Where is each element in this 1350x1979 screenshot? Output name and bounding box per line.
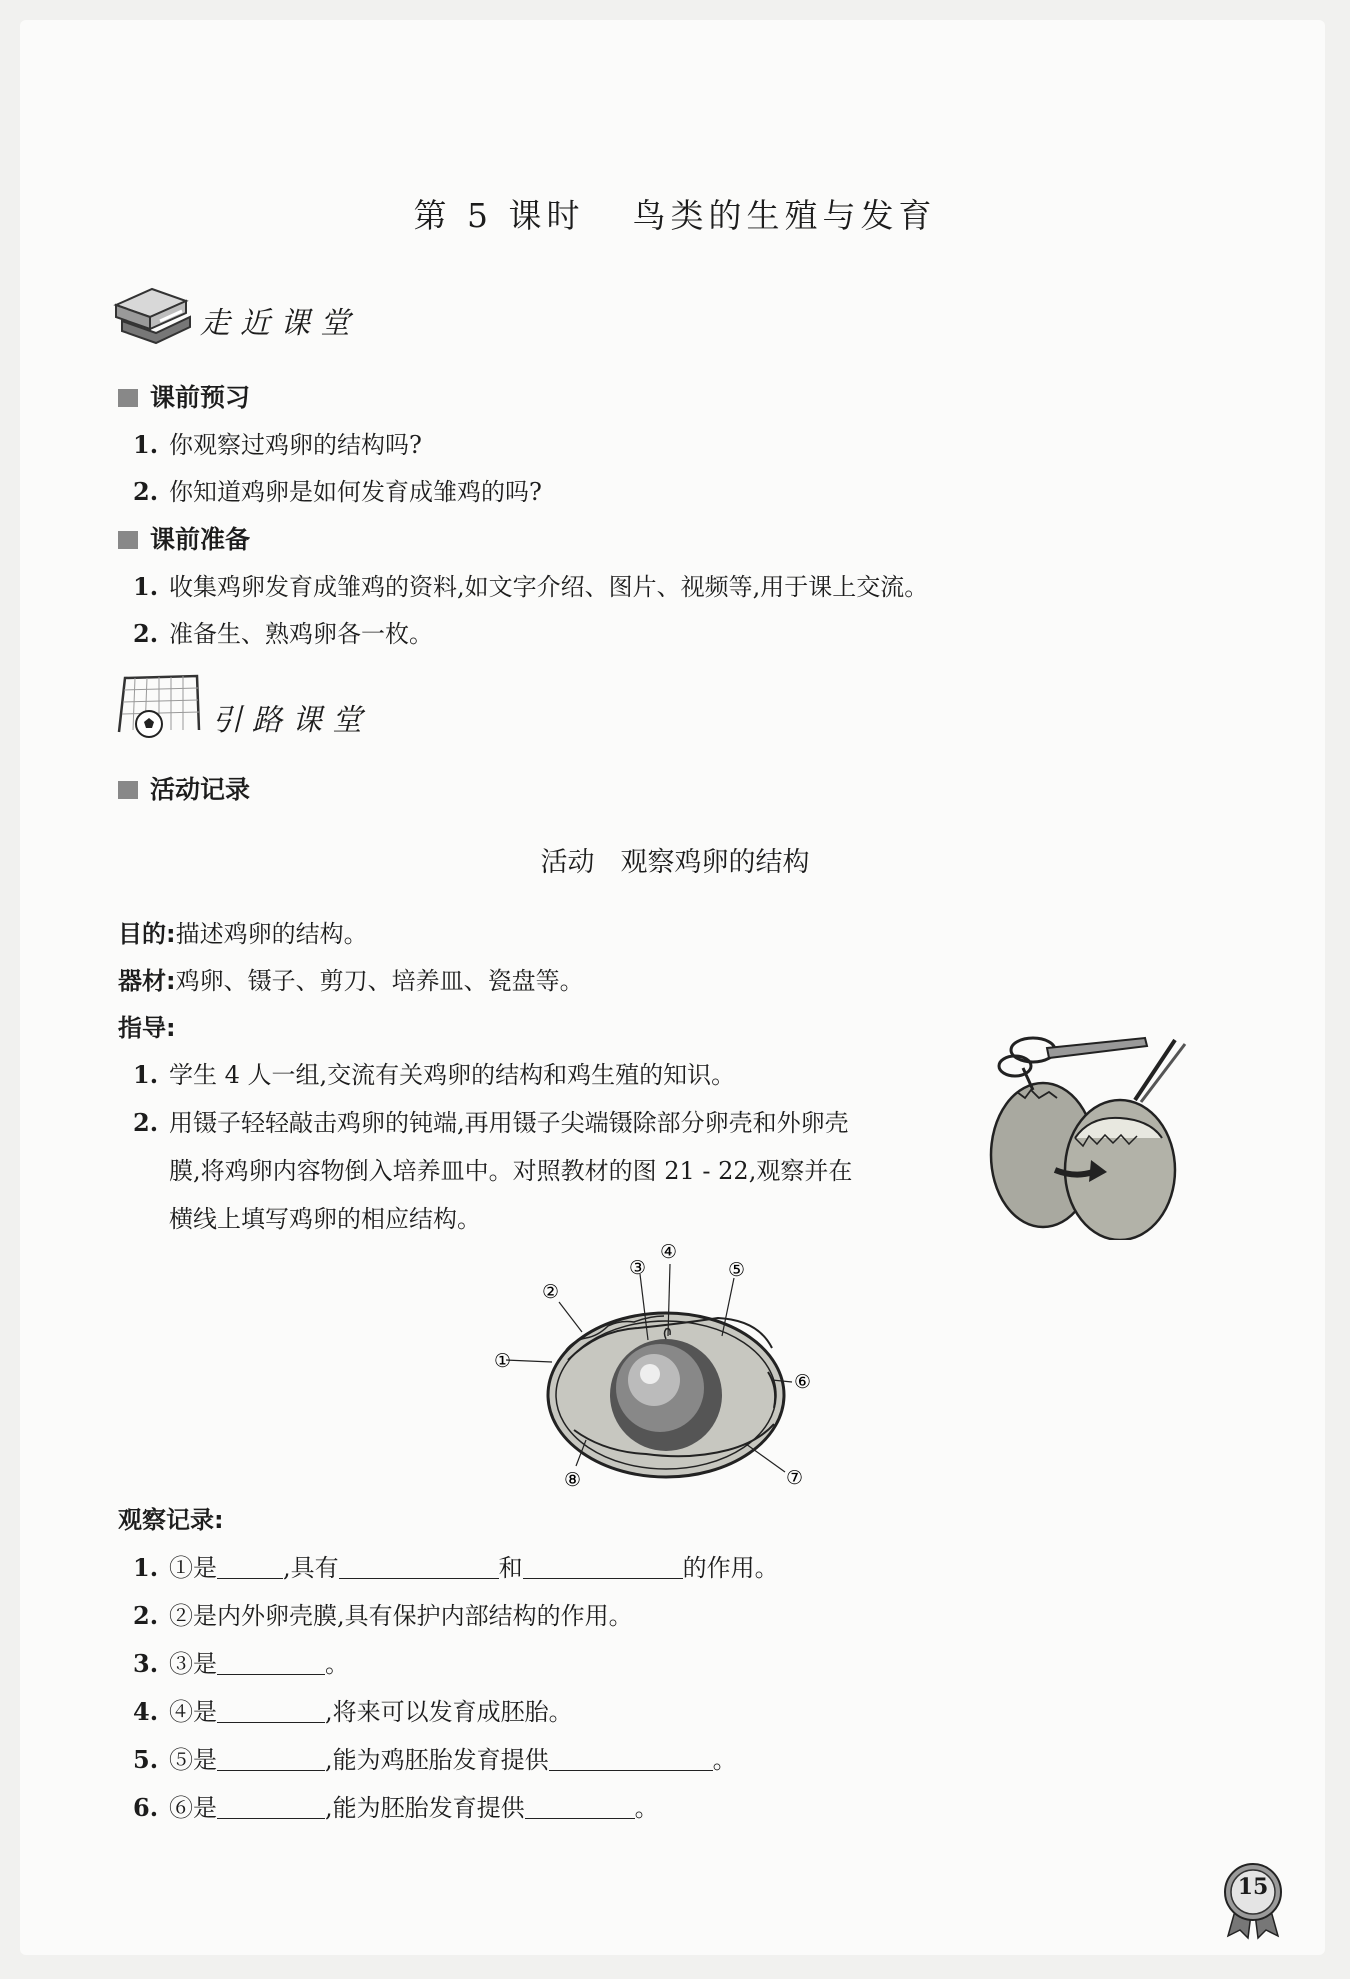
diagram-label: ④ (660, 1241, 678, 1263)
purpose-line: 目的:描述鸡卵的结构。 (118, 920, 368, 948)
activity-title: 活动 观察鸡卵的结构 (540, 847, 810, 878)
heading-square-icon (118, 389, 138, 407)
page-title (0, 190, 1350, 237)
diagram-label: ① (494, 1350, 512, 1372)
activity-record-heading: 活动记录 (118, 770, 250, 806)
answer-blank[interactable] (523, 1554, 683, 1579)
page-number: 15 (1237, 1874, 1269, 1900)
lesson-number: 第 5 课时 (413, 196, 585, 235)
observation-item: 4. ④是 ,将来可以发育成胚胎。 (133, 1697, 573, 1726)
section-title-zoujin: 走近课堂 (200, 306, 360, 341)
egg-opening-illustration (975, 1030, 1210, 1244)
answer-blank[interactable] (339, 1554, 499, 1579)
diagram-label: ⑧ (564, 1469, 582, 1491)
page-number-badge (1218, 1860, 1288, 1944)
soccer-goal-icon (115, 672, 205, 744)
guide-step: 1. 学生 4 人一组,交流有关鸡卵的结构和鸡生殖的知识。 (133, 1060, 736, 1089)
diagram-label: ③ (629, 1257, 647, 1279)
section-title-yinlu: 引路课堂 (212, 703, 372, 738)
prepare-heading: 课前准备 (118, 520, 250, 556)
heading-square-icon (118, 531, 138, 549)
observation-item: 3. ③是 。 (133, 1649, 349, 1678)
diagram-label: ② (542, 1281, 560, 1303)
preview-item: 1. 你观察过鸡卵的结构吗? (133, 430, 422, 459)
books-icon (112, 283, 194, 349)
answer-blank[interactable] (525, 1794, 635, 1819)
guide-step-continued: 横线上填写鸡卵的相应结构。 (169, 1205, 481, 1233)
prepare-item: 1. 收集鸡卵发育成雏鸡的资料,如文字介绍、图片、视频等,用于课上交流。 (133, 572, 929, 601)
observation-item: 2. ②是内外卵壳膜,具有保护内部结构的作用。 (133, 1601, 633, 1630)
guide-step-continued: 膜,将鸡卵内容物倒入培养皿中。对照教材的图 21 - 22,观察并在 (169, 1157, 853, 1185)
guide-label: 指导: (118, 1014, 176, 1042)
answer-blank[interactable] (217, 1794, 325, 1819)
egg-structure-diagram (490, 1240, 850, 1534)
heading-square-icon (118, 781, 138, 799)
diagram-label: ⑦ (786, 1467, 804, 1489)
answer-blank[interactable] (549, 1746, 713, 1771)
guide-step: 2. 用镊子轻轻敲击鸡卵的钝端,再用镊子尖端镊除部分卵壳和外卵壳 (133, 1108, 849, 1137)
diagram-label: ⑥ (794, 1371, 812, 1393)
observation-item: 6. ⑥是 ,能为胚胎发育提供 。 (133, 1793, 659, 1822)
observation-heading: 观察记录: (118, 1506, 224, 1534)
answer-blank[interactable] (217, 1746, 325, 1771)
answer-blank[interactable] (217, 1554, 283, 1579)
preview-heading: 课前预习 (118, 378, 250, 414)
prepare-item: 2. 准备生、熟鸡卵各一枚。 (133, 619, 433, 648)
materials-line: 器材:鸡卵、镊子、剪刀、培养皿、瓷盘等。 (118, 967, 584, 995)
answer-blank[interactable] (217, 1698, 325, 1723)
observation-item: 1. ①是 ,具有 和 的作用。 (133, 1553, 779, 1582)
lesson-title: 鸟类的生殖与发育 (632, 196, 937, 235)
answer-blank[interactable] (217, 1650, 325, 1675)
observation-item: 5. ⑤是 ,能为鸡胚胎发育提供 。 (133, 1745, 737, 1774)
preview-item: 2. 你知道鸡卵是如何发育成雏鸡的吗? (133, 477, 542, 506)
diagram-label: ⑤ (728, 1259, 746, 1281)
